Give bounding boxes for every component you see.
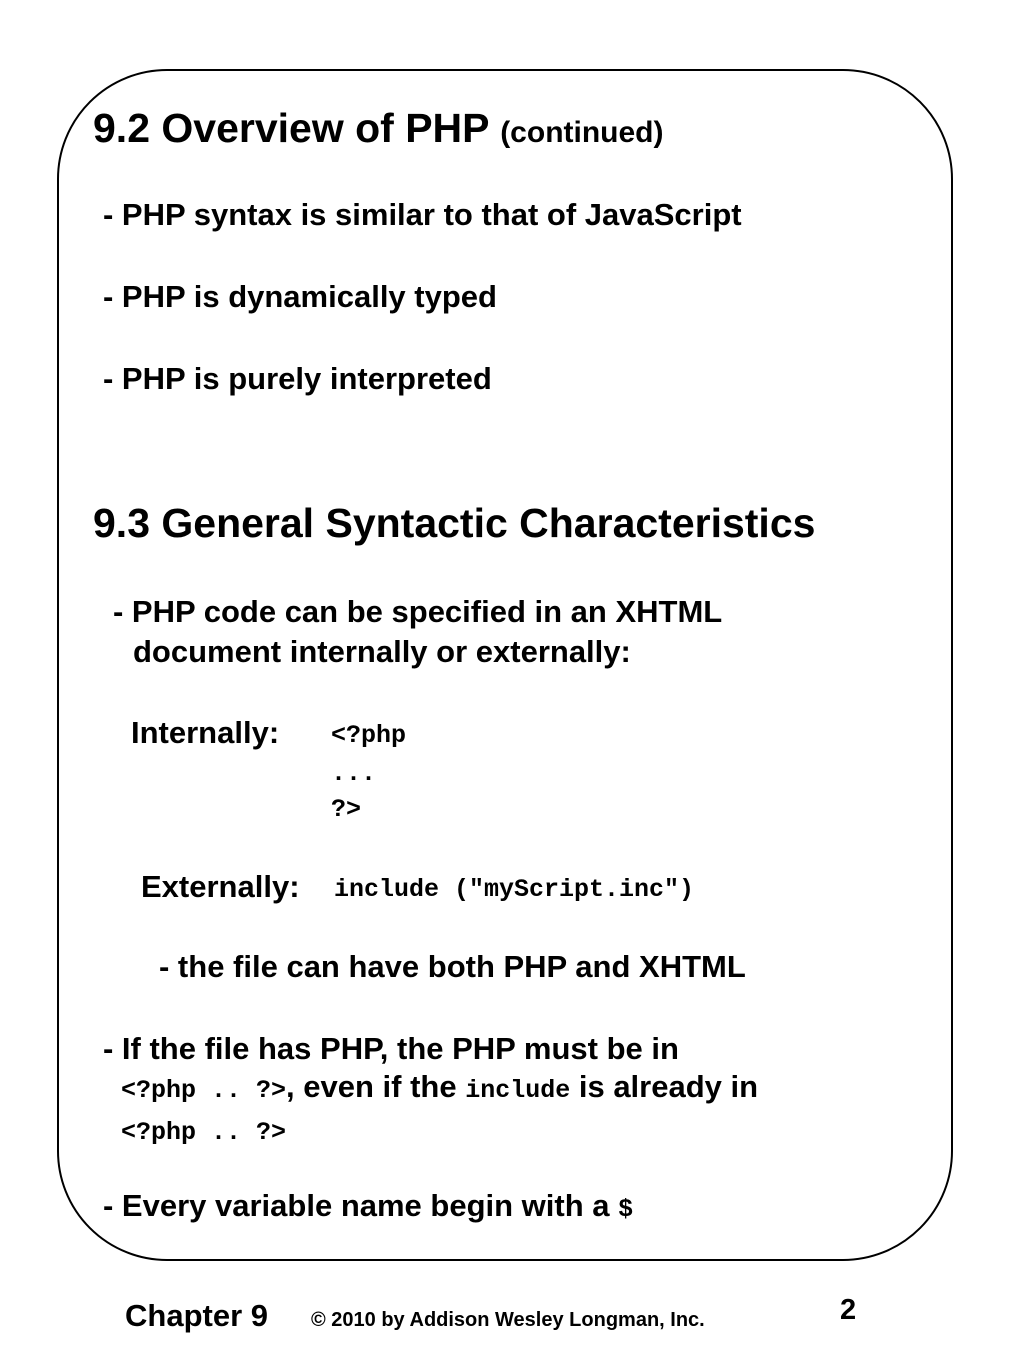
sub-bullet-file-contents: - the file can have both PHP and XHTML bbox=[159, 949, 746, 984]
variable-note-text: - Every variable name begin with a bbox=[103, 1188, 619, 1223]
file-note-end-text: is already in bbox=[570, 1069, 759, 1104]
bullet-dynamic-typing: - PHP is dynamically typed bbox=[103, 279, 497, 314]
php-tag-code: <?php .. ?> bbox=[121, 1076, 287, 1105]
bullet-syntax: - PHP syntax is similar to that of JavaScript bbox=[103, 197, 742, 232]
file-note-mid-text: , even if the bbox=[286, 1069, 466, 1104]
internal-code-close: ?> bbox=[331, 795, 362, 824]
intro-line-2: document internally or externally: bbox=[133, 634, 631, 669]
internal-code-ellipsis: ... bbox=[331, 759, 377, 788]
php-tag-code-2: <?php .. ?> bbox=[121, 1118, 287, 1147]
internally-label: Internally: bbox=[131, 715, 280, 750]
variable-note bbox=[103, 1190, 633, 1222]
intro-line-1: - PHP code can be specified in an XHTML bbox=[113, 594, 723, 629]
section-title-text: 9.2 Overview of PHP bbox=[93, 105, 489, 151]
section-title-suffix: (continued) bbox=[500, 116, 664, 149]
footer-copyright: © 2010 by Addison Wesley Longman, Inc. bbox=[311, 1309, 705, 1331]
file-note-line-1: - If the file has PHP, the PHP must be in bbox=[103, 1031, 679, 1066]
dollar-sign-code: $ bbox=[618, 1195, 634, 1224]
bullet-interpreted: - PHP is purely interpreted bbox=[103, 361, 492, 396]
include-code: include bbox=[465, 1076, 571, 1105]
footer-page-number: 2 bbox=[840, 1294, 857, 1326]
section-title-syntax: 9.3 General Syntactic Characteristics bbox=[93, 500, 816, 546]
externally-label: Externally: bbox=[141, 869, 300, 904]
footer-chapter: Chapter 9 bbox=[125, 1298, 268, 1333]
internal-code-open: <?php bbox=[331, 721, 407, 750]
section-title-overview bbox=[93, 105, 664, 151]
external-code: include ("myScript.inc") bbox=[334, 875, 695, 904]
file-note-line-2 bbox=[121, 1071, 758, 1103]
